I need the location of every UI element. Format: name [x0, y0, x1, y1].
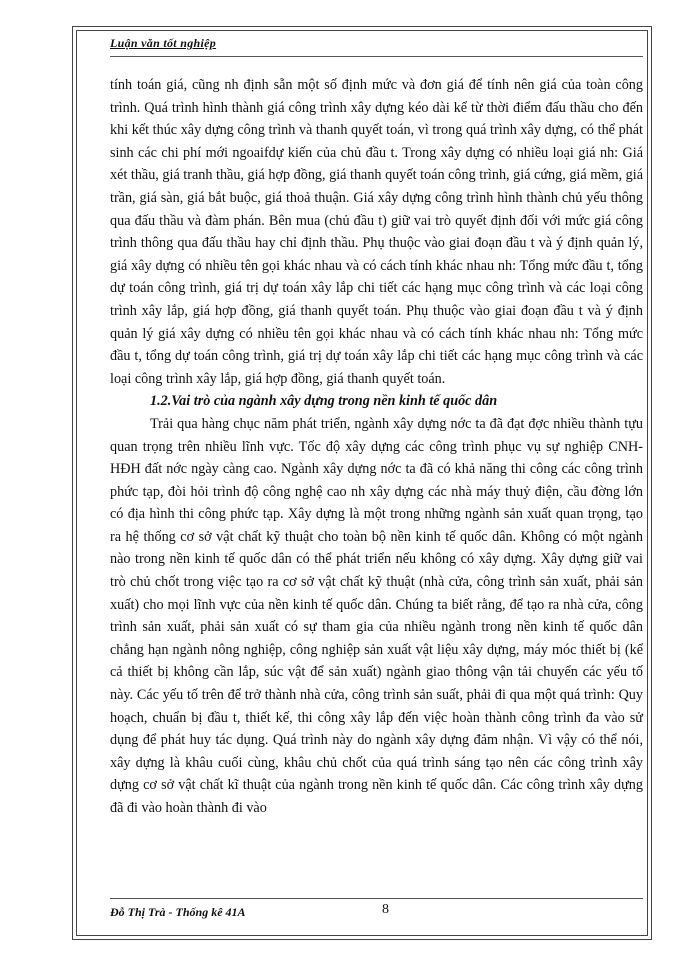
body-paragraph-2: Trải qua hàng chục năm phát triển, ngành xây dựng nớc ta đã đạt đợc nhiều thành tựu quan trọng trên nhiều lĩnh vực. Tốc độ xây dựng các công trình phục vụ sự nghiệp CNH-HĐH đất nớc ngày càng cao. Ngành xây dựng nớc ta đã có khả năng thi công các công trình phức tạp, đòi hỏi trình độ công nghệ cao nh xây dựng các nhà máy thuỷ điện, cầu đờng lớn có địa hình thi công phức tạp. Xây dựng là một trong những ngành sản xuất quan trọng, tạo ra hệ thống cơ sở vật chất kỹ thuật cho toàn bộ nền kinh tế quốc dân. Không có một ngành nào trong nền kinh tế quốc dân có thể phát triển nếu không có xây dựng. Xây dựng giữ vai trò chủ chốt trong việc tạo ra cơ sở vật chất kỹ thuật (nhà cửa, công trình sản xuất, phải sản xuất) cho mọi lĩnh vực của nền kinh tế quốc dân. Chúng ta biết rằng, để tạo ra nhà cửa, công trình sản xuất, phải sản xuất có sự tham gia của nhiều ngành trong nền kinh tế quốc dân chẳng hạn ngành nông nghiệp, công nghiệp sản xuất vật liệu xây dựng, máy móc thiết bị (kể cả thiết bị không cần lắp, súc vật để sản xuất) ngành giao thông vận tải chuyển các yếu tố này. Các yếu tố trên để trở thành nhà cửa, công trình sản suất, phải đi qua một quá trình: Quy hoạch, chuẩn bị đầu t, thiết kế, thi công xây lắp đến việc hoàn thành công trình đa vào sử dụng để phát huy tác dụng. Quá trình này do ngành xây dựng đảm nhận. Vì vậy có thể nói, xây dựng là khâu cuối cùng, khâu chủ chốt của quá trình sáng tạo nên các công trình xây dựng cơ sở vật chất kĩ thuật của ngành trong nền kinh tế quốc dân. Các công trình xây dựng đã đi vào hoàn thành đi vào [110, 415, 643, 816]
footer-author: Đỗ Thị Trà - Thống kê 41A [110, 905, 246, 919]
body-paragraph-1: tính toán giá, cũng nh định sẵn một số định mức và đơn giá để tính nên giá của toàn công trình. Quá trình hình thành giá công trình xây dựng kéo dài kể từ thời điểm đấu thầu cho đến khi kết thúc xây dựng công trình và thanh quyết toán, vì trong quá trình xây dựng, có thể phát sinh các chi phí mới ngoaifdự kiến của chủ đầu t. Trong xây dựng có nhiều loại giá nh: Giá xét thầu, giá tranh thầu, giá hợp đồng, giá thanh quyết toán công trình, giá cứng, giá mềm, giá trần, giá sàn, giá bắt buộc, giá thoả thuận. Giá xây dựng công trình hình thành chủ yếu thông qua đấu thầu và đàm phán. Bên mua (chủ đầu t) giữ vai trò quyết định đối với mức giá công trình thông qua đấu thầu hay chỉ định thầu. Phụ thuộc vào giai đoạn đầu t và ý định quản lý, giá xây dựng có nhiều tên gọi khác nhau và có cách tính khác nhau nh: Tổng mức đầu t, tổng dự toán công trình, giá trị dự toán xây lắp chi tiết các hạng mục công trình và các loại công trình xây lắp, giá hợp đồng, giá thanh quyết toán. Phụ thuộc vào giai đoạn đầu t và ý định quản lý giá xây dựng có nhiều tên gọi khác nhau và có cách tính khác nhau nh: Tổng mức đầu t, tổng dự toán công trình, giá trị dự toán xây lắp chi tiết các hạng mục công trình và các loại công trình xây lắp, giá hợp đồng, giá thanh quyết toán. [110, 77, 643, 387]
document-body [110, 74, 643, 820]
section-heading: 1.2.Vai trò của ngành xây dựng trong nền kinh tế quốc dân [150, 393, 498, 410]
page-number: 8 [382, 902, 389, 917]
header-divider [110, 56, 643, 57]
header-title: Luận văn tốt nghiệp [110, 36, 217, 50]
footer-divider [110, 898, 643, 899]
